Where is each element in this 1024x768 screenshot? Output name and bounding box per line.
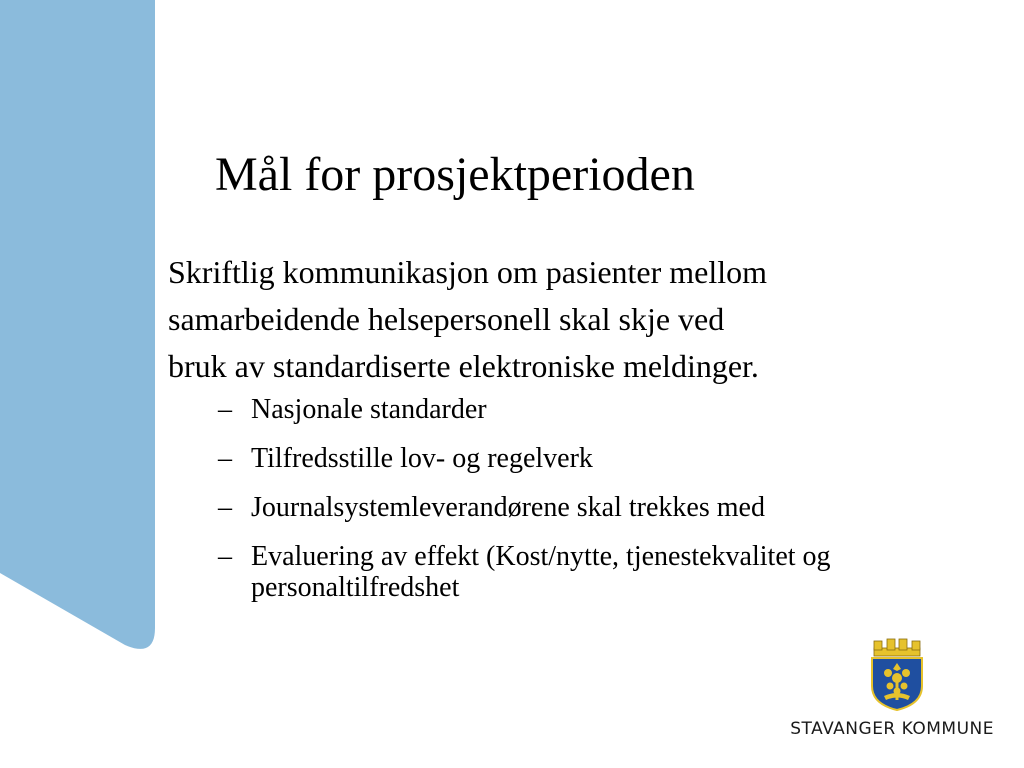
bullet-text: Nasjonale standarder xyxy=(251,394,487,425)
bullet-item xyxy=(218,394,931,425)
slide-body xyxy=(168,249,958,621)
bullet-dash: – xyxy=(218,394,232,425)
bullet-dash: – xyxy=(218,541,232,572)
bullet-item xyxy=(218,541,931,603)
crown-icon xyxy=(874,639,920,656)
main-statement: Skriftlig kommunikasjon om pasienter mellom samarbeidende helsepersonell skal skje ved bruk av standardiserte elektroniske meldinger. xyxy=(168,254,768,384)
bullet-item xyxy=(218,443,931,474)
bullet-text: Evaluering av effekt (Kost/nytte, tjenestekvalitet og personaltilfredshet xyxy=(251,541,831,603)
stavanger-coat-of-arms-icon xyxy=(868,638,926,712)
slide-title: Mål for prosjektperioden xyxy=(215,148,695,201)
sub-bullet-list xyxy=(168,394,958,603)
decorative-side-shape xyxy=(0,0,160,660)
bullet-dash: – xyxy=(218,443,232,474)
side-shape-fill xyxy=(0,0,155,649)
organization-name: STAVANGER KOMMUNE xyxy=(790,719,994,739)
bullet-item xyxy=(218,492,931,523)
bullet-text: Tilfredsstille lov- og regelverk xyxy=(251,443,593,474)
bullet-dash: – xyxy=(218,492,232,523)
bullet-text: Journalsystemleverandørene skal trekkes med xyxy=(251,492,765,523)
